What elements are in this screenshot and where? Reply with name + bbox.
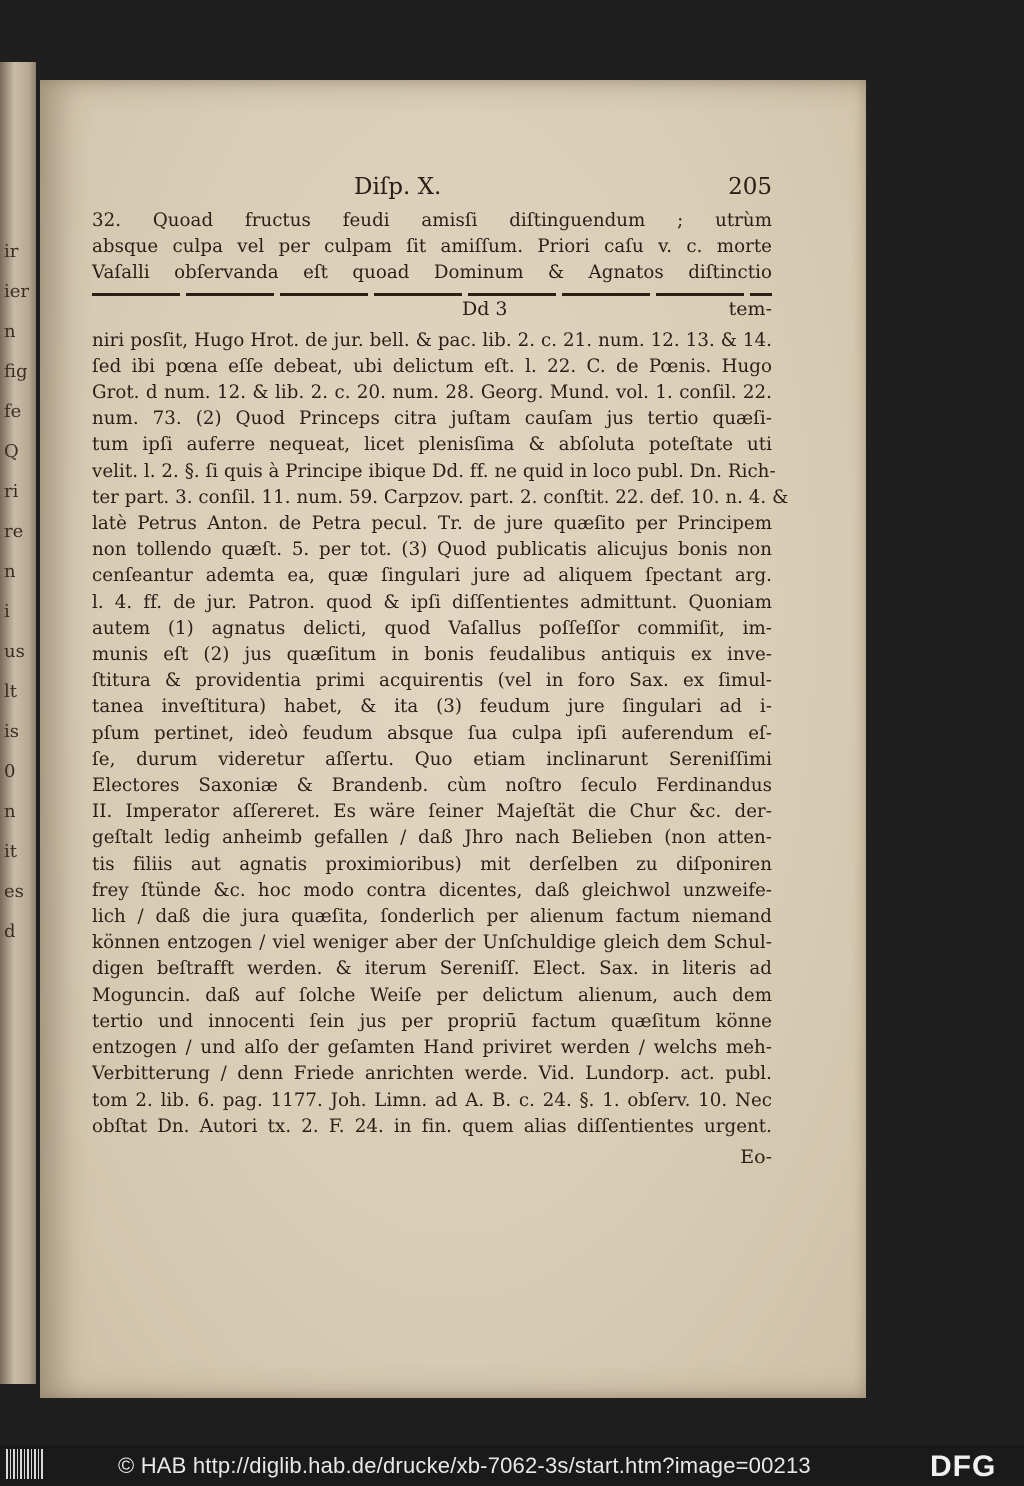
text-block <box>92 174 789 1170</box>
signature-mark: Dd 3 <box>462 297 508 320</box>
text-line: digen beſtrafft werden. & iterum Sereniſſ. Elect. Sax. in literis ad <box>92 958 772 980</box>
catchword-top: tem- <box>728 297 772 320</box>
catchword-bottom: Eo- <box>740 1145 772 1168</box>
text-line: pſum pertinet, ideò feudum absque ſua culpa ipſi auferendum eſ- <box>92 722 772 744</box>
text-line: velit. l. 2. §. ſi quis à Principe ibique Dd. ff. ne quid in loco publ. Dn. Rich- <box>92 460 776 482</box>
text-line: Verbitterung / denn Friede anrichten werde. Vid. Lundorp. act. publ. <box>92 1063 772 1085</box>
text-line: Grot. d num. 12. & lib. 2. c. 20. num. 28. Georg. Mund. vol. 1. conſil. 22. <box>92 382 772 404</box>
text-line: lich / daß die jura quæſita, ſonderlich per alienum factum niemand <box>92 906 772 928</box>
text-line: absque culpa vel per culpam ſit amiſſum. Priori caſu v. c. morte <box>92 236 772 258</box>
barcode-icon <box>6 1449 44 1479</box>
facing-page-edge <box>0 62 36 1384</box>
source-credit[interactable]: © HAB http://diglib.hab.de/drucke/xb-7062-3s/start.htm?image=00213 <box>118 1453 811 1478</box>
text-line: latè Petrus Anton. de Petra pecul. Tr. de jure quæſito per Principem <box>92 513 772 535</box>
page-number: 205 <box>728 174 772 200</box>
text-line: cenſeantur ademta ea, quæ ſingulari jure ad aliquem ſpectant arg. <box>92 565 772 587</box>
text-line: entzogen / und alſo der geſamten Hand priviret werden / welchs meh- <box>92 1037 772 1059</box>
text-line: frey ſtünde &c. hoc modo contra dicentes, daß gleichwol unzweife- <box>92 879 772 901</box>
text-line: tanea inveſtitura) habet, & ita (3) feudum jure ſingulari ad i- <box>92 696 772 718</box>
book-page <box>40 80 866 1398</box>
text-line: l. 4. ff. de jur. Patron. quod & ipſi diſſentientes admittunt. Quoniam <box>92 591 772 613</box>
text-line: tertio und innocenti ſein jus per propriū factum quæſitum könne <box>92 1010 772 1032</box>
upper-paragraph <box>92 208 772 287</box>
text-line: können entzogen / viel weniger aber der Unſchuldige gleich dem Schul- <box>92 932 772 954</box>
text-line: ſe, durum videretur aſſertu. Quo etiam inclinarunt Sereniſſimi <box>92 748 772 770</box>
text-line: ſed ibi pœna eſſe debeat, ubi delictum eſt. l. 22. C. de Pœnis. Hugo <box>92 355 772 377</box>
text-line: obſtat Dn. Autori tx. 2. F. 24. in fin. quem alias diſſentientes urgent. <box>92 1115 772 1137</box>
text-line: munis eſt (2) jus quæſitum in bonis feudalibus antiquis ex inve- <box>92 644 772 666</box>
text-line: Vaſalli obſervanda eſt quoad Dominum & Agnatos diſtinctio <box>92 262 772 284</box>
text-line: num. 73. (2) Quod Princeps citra juſtam cauſam jus tertio quæſi- <box>92 408 772 430</box>
signature-line <box>92 298 772 324</box>
running-head <box>92 174 772 208</box>
dfg-logo: DFG <box>930 1450 997 1483</box>
text-line: geſtalt ledig anheimb gefallen / daß Jhro nach Belieben (non atten- <box>92 827 772 849</box>
text-line: niri posſit, Hugo Hrot. de jur. bell. & pac. lib. 2. c. 21. num. 12. 13. & 14. <box>92 329 772 351</box>
text-line: non tollendo quæſt. 5. per tot. (3) Quod publicatis alicujus bonis non <box>92 539 772 561</box>
divider-rule <box>92 293 772 296</box>
text-line: autem (1) agnatus delicti, quod Vaſallus poſſeſſor commiſit, im- <box>92 617 772 639</box>
text-line: tis filiis aut agnatis proximioribus) mit derſelben zu diſponiren <box>92 853 772 875</box>
text-line: ſtitura & providentia primi acquirentis (vel in foro Sax. ex ſimul- <box>92 670 772 692</box>
viewer-footer <box>0 1445 1024 1486</box>
text-line: tom 2. lib. 6. pag. 1177. Joh. Limn. ad A. B. c. 24. §. 1. obſerv. 10. Nec <box>92 1089 772 1111</box>
text-line: tum ipſi auferre nequeat, licet plenisſima & abſoluta poteſtate uti <box>92 434 772 456</box>
text-line: II. Imperator aſſereret. Es wäre ſeiner Majeſtät die Chur &c. der- <box>92 801 772 823</box>
running-head-title: Diſp. X. <box>354 174 442 200</box>
text-line: ter part. 3. conſil. 11. num. 59. Carpzov. part. 2. conſtit. 22. def. 10. n. 4. & <box>92 486 789 508</box>
text-line: Moguncin. daß auf ſolche Weiſe per delictum alienum, auch dem <box>92 984 772 1006</box>
text-line: Electores Saxoniæ & Brandenb. cùm noſtro ſeculo Ferdinandus <box>92 775 772 797</box>
text-line: 32. Quoad fructus feudi amisſi diſtinguendum ; utrùm <box>92 210 772 231</box>
lower-paragraph <box>92 328 789 1140</box>
facing-page-text: ir ier n fig fe Q ri re n i us lt is 0 n it es d <box>4 241 30 942</box>
